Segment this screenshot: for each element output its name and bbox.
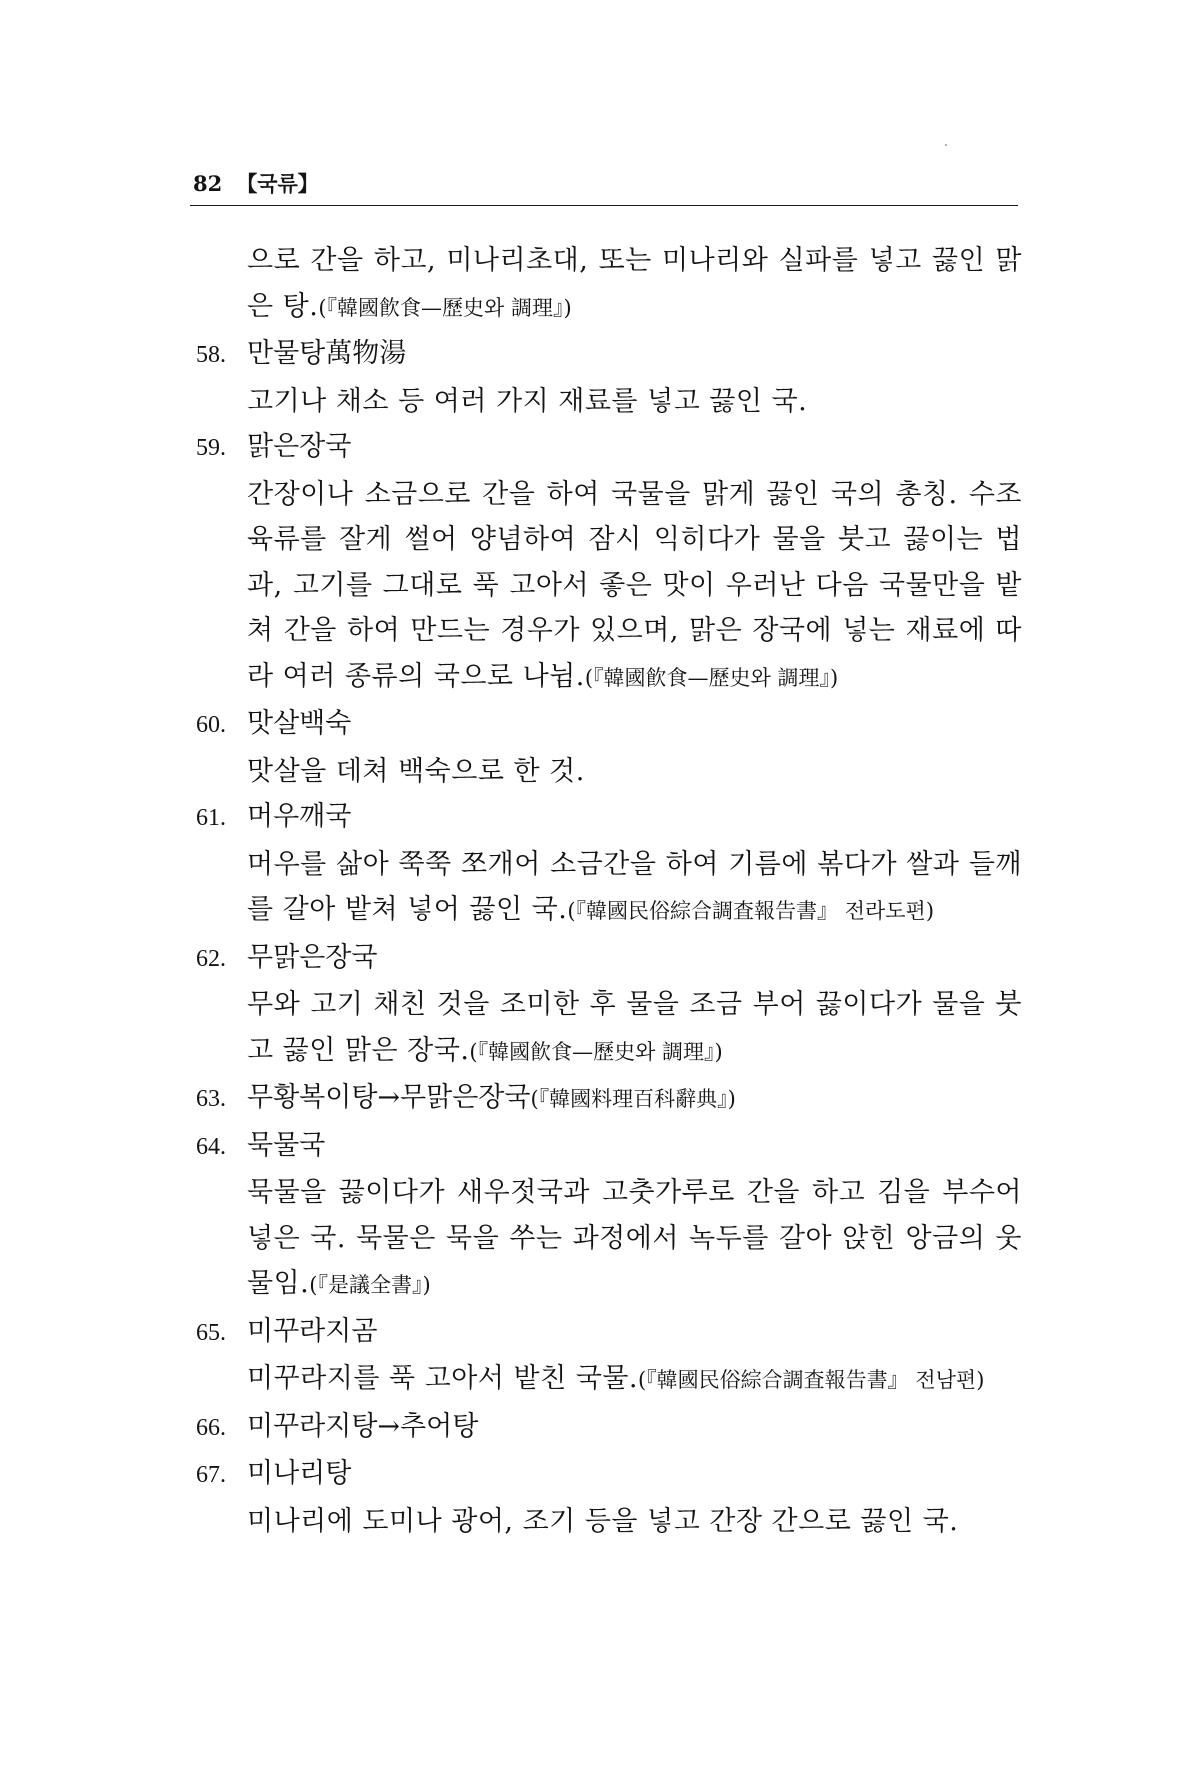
entry-body xyxy=(247,749,1022,795)
section-title: 【국류】 xyxy=(236,171,319,196)
entry-title: 미꾸라지곰 xyxy=(247,1315,378,1347)
entry-number: 58. xyxy=(196,342,226,368)
entry-text: 미꾸라지를 푹 고아서 밭친 국물. xyxy=(247,1363,638,1394)
entry-title: 미나리탕 xyxy=(247,1458,352,1489)
entry-heading xyxy=(196,1451,1022,1499)
entry-62 xyxy=(196,935,1022,1076)
entry-text: 맛살을 데쳐 백숙으로 한 것. xyxy=(247,755,585,787)
entry-title: 맑은장국 xyxy=(247,431,352,462)
entry-number: 62. xyxy=(196,945,226,972)
entry-source: (『韓國料理百科辭典』) xyxy=(530,1087,736,1111)
entry-title: 만물탕萬物湯 xyxy=(247,338,407,369)
entry-number: 64. xyxy=(196,1133,226,1160)
entry-text: 무와 고기 채친 것을 조미한 후 물을 조금 부어 끓이다가 물을 붓고 끓인 맑은 장국. xyxy=(247,989,1022,1066)
entry-63 xyxy=(196,1075,1022,1123)
entry-65 xyxy=(196,1309,1022,1404)
entry-number: 59. xyxy=(196,435,226,461)
entry-heading xyxy=(196,331,1022,379)
running-head xyxy=(193,171,319,197)
entry-title: 무황복이탕→무맑은장국 xyxy=(247,1082,531,1113)
entry-body xyxy=(247,1170,1022,1309)
entry-title: 머우깨국 xyxy=(247,801,352,832)
entry-body xyxy=(247,1499,1022,1545)
entry-heading xyxy=(196,1075,1022,1123)
entry-body xyxy=(247,842,1022,935)
entry-58 xyxy=(196,331,1022,424)
entry-number: 60. xyxy=(196,712,226,738)
continuation-paragraph xyxy=(247,238,1022,331)
entry-number: 66. xyxy=(196,1414,226,1441)
continuation-source: (『韓國飮食—歷史와 調理』) xyxy=(318,295,572,320)
entry-number: 67. xyxy=(196,1462,226,1488)
entry-60 xyxy=(196,701,1022,794)
entry-source: (『韓國飮食—歷史와 調理』) xyxy=(469,1039,723,1064)
entry-67 xyxy=(196,1451,1022,1544)
entry-source: (『韓國民俗綜合調査報告書』 전라도편) xyxy=(567,899,935,923)
entry-59 xyxy=(196,424,1022,701)
entry-text: 간장이나 소금으로 간을 하여 국물을 맑게 끓인 국의 총칭. 수조육류를 잘게 썰어 양념하여 잠시 익히다가 물을 붓고 끓이는 법과, 고기를 그대로 푹 고아서 좋은 맛이 우러난 다음 국물만을 밭쳐 간을 하여 만드는 경우가 있으며, 맑은 장국에 넣는 재료에 따라 여러 종류의 국으로 나뉨. xyxy=(247,478,1022,692)
entry-heading xyxy=(196,1123,1022,1171)
entry-number: 61. xyxy=(196,805,226,831)
entry-title: 맛살백숙 xyxy=(247,708,352,739)
entry-64 xyxy=(196,1123,1022,1309)
entry-61 xyxy=(196,794,1022,935)
entry-heading xyxy=(196,935,1022,983)
entry-source: (『韓國飮食—歷史와 調理』) xyxy=(584,665,839,690)
paper-speck xyxy=(945,144,947,146)
entry-66 xyxy=(196,1404,1022,1452)
entry-text: 고기나 채소 등 여러 가지 재료를 넣고 끓인 국. xyxy=(247,385,808,417)
entry-number: 63. xyxy=(196,1086,226,1112)
entry-body xyxy=(247,379,1022,425)
entry-heading xyxy=(196,1309,1022,1357)
entry-source: (『是議全書』) xyxy=(309,1273,431,1297)
continuation-text: 으로 간을 하고, 미나리초대, 또는 미나리와 실파를 넣고 끓인 맑은 탕. xyxy=(247,245,1022,322)
entry-body xyxy=(247,982,1022,1075)
entry-body xyxy=(247,1356,1022,1404)
entry-number: 65. xyxy=(196,1319,226,1346)
entry-title: 무맑은장국 xyxy=(247,941,378,973)
page-content xyxy=(196,238,1022,1544)
entry-heading xyxy=(196,424,1022,472)
entry-title: 미꾸라지탕→추어탕 xyxy=(247,1410,479,1442)
entry-text: 묵물을 끓이다가 새우젓국과 고춧가루로 간을 하고 김을 부수어 넣은 국. 묵물은 묵을 쑤는 과정에서 녹두를 갈아 앉힌 앙금의 웃물임. xyxy=(247,1177,1022,1299)
page-number: 82 xyxy=(193,171,223,196)
entry-body xyxy=(247,472,1022,702)
entry-text: 미나리에 도미나 광어, 조기 등을 넣고 간장 간으로 끓인 국. xyxy=(247,1505,959,1537)
entry-text: 머우를 삶아 쭉쭉 쪼개어 소금간을 하여 기름에 볶다가 쌀과 들깨를 갈아 밭쳐 넣어 끓인 국. xyxy=(247,848,1022,925)
header-rule xyxy=(190,205,1018,206)
entry-title: 묵물국 xyxy=(247,1129,326,1161)
entry-source: (『韓國民俗綜合調査報告書』 전남편) xyxy=(637,1368,985,1392)
entry-heading xyxy=(196,1404,1022,1452)
entry-heading xyxy=(196,701,1022,749)
entry-heading xyxy=(196,794,1022,842)
